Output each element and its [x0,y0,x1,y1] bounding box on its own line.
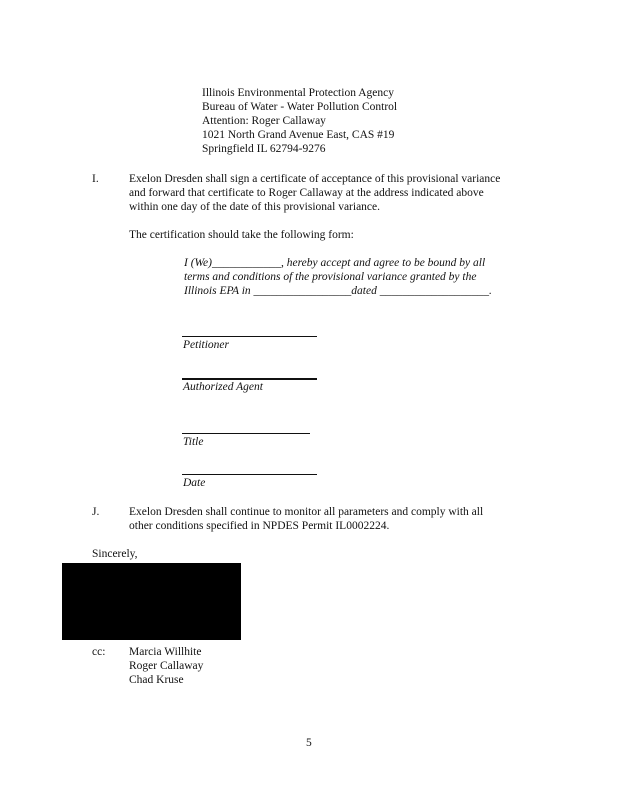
item-i-label: I. [92,173,99,185]
item-j-text-line-2: other conditions specified in NPDES Permit IL0002224. [129,520,390,532]
item-j-label: J. [92,506,100,518]
title-signature-line [182,433,310,434]
cc-name: Marcia Willhite [129,646,202,658]
address-line-bureau: Bureau of Water - Water Pollution Control [202,101,398,113]
petitioner-signature-line [182,336,317,337]
date-label: Date [183,477,206,489]
item-i-text-line-1: Exelon Dresden shall sign a certificate of acceptance of this provisional variance [129,173,501,185]
redacted-signature-block [62,563,241,640]
certification-line-2: terms and conditions of the provisional variance granted by the [184,271,477,283]
authorized-agent-label: Authorized Agent [183,381,263,393]
certification-line-1: I (We)____________, hereby accept and agree to be bound by all [184,257,486,269]
closing-sincerely: Sincerely, [92,548,138,560]
date-signature-line [182,474,317,475]
certification-intro: The certification should take the following form: [129,229,354,241]
address-line-agency: Illinois Environmental Protection Agency [202,87,394,99]
address-line-city: Springfield IL 62794-9276 [202,143,326,155]
item-i-text-line-2: and forward that certificate to Roger Callaway at the address indicated above [129,187,484,199]
item-i-text-line-3: within one day of the date of this provisional variance. [129,201,381,213]
cc-name: Roger Callaway [129,660,204,672]
cc-label: cc: [92,646,106,658]
title-label: Title [183,436,204,448]
address-line-attention: Attention: Roger Callaway [202,115,326,127]
address-line-street: 1021 North Grand Avenue East, CAS #19 [202,129,395,141]
item-j-text-line-1: Exelon Dresden shall continue to monitor all parameters and comply with all [129,506,484,518]
petitioner-label: Petitioner [183,339,229,351]
cc-name: Chad Kruse [129,674,184,686]
page-number: 5 [306,737,312,749]
certification-line-3: Illinois EPA in _________________dated ___________________. [184,285,492,297]
